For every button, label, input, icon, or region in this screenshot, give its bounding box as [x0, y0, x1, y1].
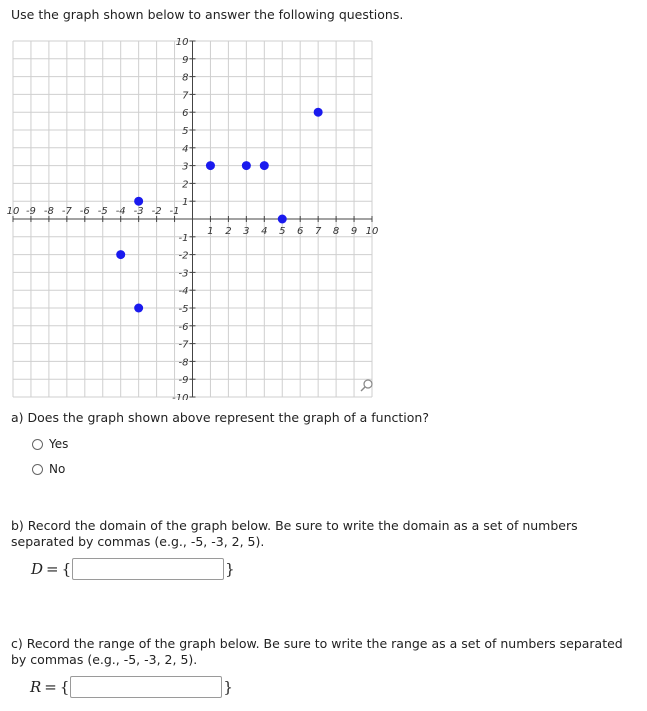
range-variable: R — [30, 678, 42, 696]
domain-input[interactable] — [72, 558, 224, 580]
y-tick-label: -4 — [178, 286, 189, 298]
y-tick-label: 6 — [182, 108, 189, 120]
radio-yes[interactable] — [32, 439, 43, 450]
range-open-brace: { — [59, 678, 70, 696]
x-tick-label: -6 — [79, 206, 90, 217]
x-tick-label: -9 — [25, 206, 36, 217]
x-tick-label: -5 — [97, 206, 108, 217]
y-tick-label: -6 — [178, 321, 189, 333]
x-tick-label: 9 — [350, 226, 358, 237]
data-point — [260, 161, 269, 170]
data-point — [116, 250, 125, 259]
data-point — [134, 304, 143, 313]
instructions: Use the graph shown below to answer the following questions. — [11, 7, 404, 22]
range-close-brace: } — [223, 678, 233, 696]
y-tick-label: 5 — [182, 126, 189, 137]
option-no[interactable] — [32, 462, 65, 476]
x-tick-label: 10 — [6, 206, 20, 217]
y-tick-label: 9 — [182, 54, 189, 66]
y-tick-label: -2 — [178, 250, 189, 262]
y-tick-label: -9 — [178, 375, 189, 387]
data-point — [242, 161, 251, 170]
x-tick-label: -7 — [61, 206, 72, 217]
x-tick-label: 7 — [314, 226, 322, 237]
question-c-text: c) Record the range of the graph below. Be sure to write the range as a set of numbers separated by commas (e.g., -5, -3, 2, 5). — [11, 636, 623, 667]
magnifier-icon[interactable] — [361, 380, 372, 391]
y-tick-label: -8 — [178, 357, 189, 369]
data-point — [134, 197, 143, 206]
domain-equals: = — [46, 560, 59, 578]
y-tick-label: 7 — [182, 90, 189, 102]
x-tick-label: 2 — [225, 226, 232, 237]
x-tick-label: 3 — [243, 226, 250, 237]
question-a-text: a) Does the graph shown above represent the graph of a function? — [11, 410, 429, 425]
data-point — [206, 161, 215, 170]
y-tick-label: 8 — [182, 72, 189, 84]
option-no-label: No — [49, 462, 66, 476]
range-input[interactable] — [70, 676, 222, 698]
x-tick-label: 4 — [261, 226, 268, 237]
option-yes[interactable] — [32, 437, 68, 451]
x-tick-label: 8 — [332, 226, 340, 237]
data-points — [116, 108, 322, 313]
x-tick-label: -1 — [169, 206, 180, 217]
y-tick-label: 10 — [175, 37, 189, 48]
y-tick-label: 4 — [182, 143, 189, 155]
data-point — [314, 108, 323, 117]
domain-close-brace: } — [225, 560, 235, 578]
range-equals: = — [44, 678, 57, 696]
x-tick-label: 10 — [365, 226, 379, 237]
radio-no[interactable] — [32, 464, 43, 475]
range-field — [30, 676, 233, 698]
x-tick-label: -8 — [43, 206, 54, 217]
x-tick-label: 1 — [207, 226, 214, 237]
y-tick-label: -5 — [178, 304, 189, 315]
y-tick-label: -7 — [178, 339, 189, 351]
x-tick-label: -2 — [151, 206, 162, 217]
y-tick-label: -3 — [178, 268, 189, 280]
option-yes-label: Yes — [49, 437, 69, 451]
data-point — [278, 215, 287, 224]
x-tick-label: 6 — [297, 226, 304, 237]
y-tick-label: -10 — [172, 393, 189, 400]
domain-field — [31, 558, 235, 580]
y-tick-label: 1 — [182, 197, 189, 209]
question-b-text: b) Record the domain of the graph below. Be sure to write the domain as a set of numbers separated by commas (e.g., -5, -3, 2, 5). — [11, 518, 578, 549]
x-tick-label: 5 — [279, 226, 286, 237]
y-tick-label: -1 — [178, 232, 189, 244]
x-tick-label: -4 — [115, 206, 126, 217]
y-tick-label: 2 — [182, 179, 189, 191]
domain-open-brace: { — [61, 560, 72, 578]
domain-variable: D — [31, 560, 44, 578]
x-tick-label: -3 — [133, 206, 144, 217]
y-tick-label: 3 — [182, 161, 189, 173]
